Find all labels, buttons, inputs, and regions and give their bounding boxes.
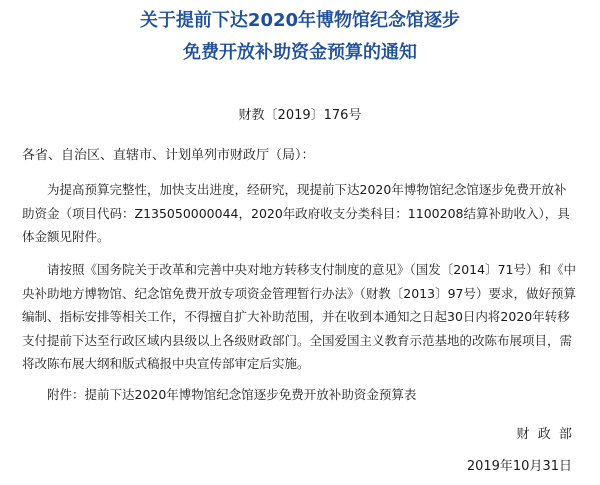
document-title-line-1: 关于提前下达2020年博物馆纪念馆逐步	[139, 10, 461, 31]
body-paragraph-2: 请按照《国务院关于改革和完善中央对地方转移支付制度的意见》（国发〔2014〕71号）和《中央补助地方博物馆、纪念馆免费开放专项资金管理暂行办法》（财教〔2013〕97号）要求，做好预算编制、指标安排等相关工作，不得擅自扩大补助范围，并在收到本通知之日起30日内将2020年转移支付提前下达至行政区域内县级以上各级财政部门。全国爱国主义教育示范基地的改陈布展项目，需将改陈布展大纲和版式稿报中央宣传部审定后实施。	[22, 262, 576, 371]
attachment-line: 附件：提前下达2020年博物馆纪念馆逐步免费开放补助资金预算表	[47, 387, 417, 402]
issuing-authority: 财 政 部	[516, 427, 572, 442]
document-number: 财教〔2019〕176号	[238, 108, 362, 123]
document-title-line-2: 免费开放补助资金预算的通知	[183, 42, 417, 63]
body-paragraph-1: 为提高预算完整性，加快支出进度，经研究，现提前下达2020年博物馆纪念馆逐步免费开放补助资金（项目代码：Z135050000044，2020年政府收支分类科目：1100208结算补助收入），具体金额见附件。	[22, 182, 570, 244]
addressee: 各省、自治区、直辖市、计划单列市财政厅（局）：	[22, 148, 315, 163]
issue-date: 2019年10月31日	[466, 459, 572, 474]
